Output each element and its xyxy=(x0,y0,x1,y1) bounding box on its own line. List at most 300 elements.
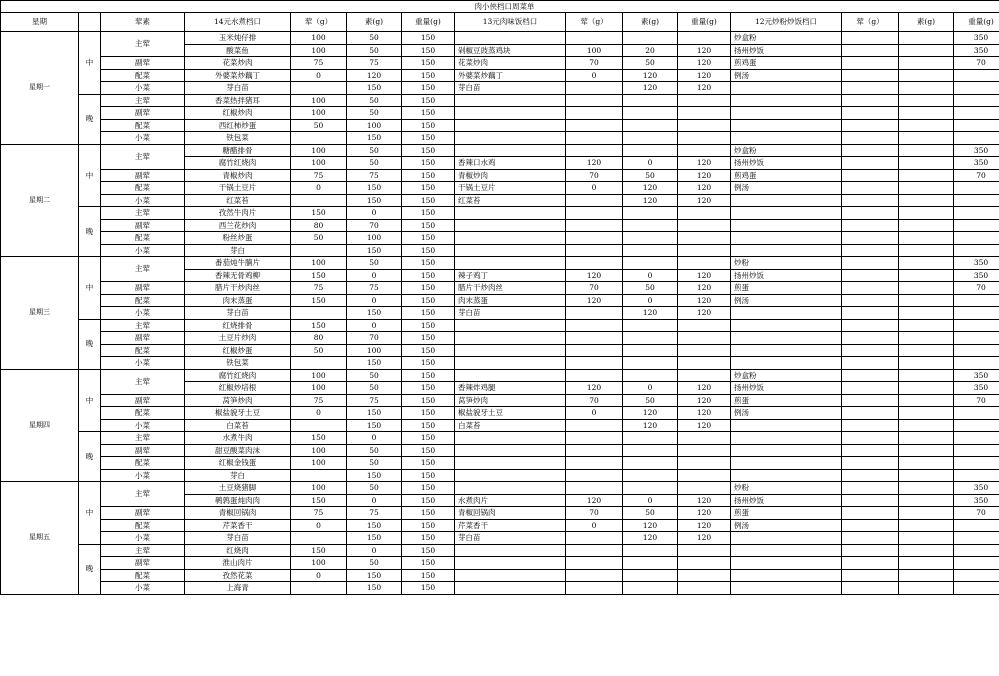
stall-b-dish xyxy=(455,557,566,570)
stall-a-weight: 150 xyxy=(402,532,455,545)
stall-a-weight: 150 xyxy=(402,257,455,270)
stall-b-meat xyxy=(566,144,623,157)
stall-b-meat xyxy=(566,369,623,382)
stall-b-dish: 椒盐貌牙土豆 xyxy=(455,407,566,420)
stall-c-veg xyxy=(899,319,954,332)
stall-b-veg xyxy=(623,132,678,145)
stall-c-meat xyxy=(842,319,899,332)
stall-a-weight: 150 xyxy=(402,144,455,157)
dinner-row xyxy=(1,119,999,132)
stall-a-weight: 150 xyxy=(402,269,455,282)
stall-a-weight: 150 xyxy=(402,32,455,45)
stall-b-meat: 70 xyxy=(566,507,623,520)
stall-c-veg xyxy=(899,282,954,295)
stall-b-veg xyxy=(623,332,678,345)
stall-b-dish: 香辣炸鸡腿 xyxy=(455,382,566,395)
dinner-row xyxy=(1,107,999,120)
stall-a-veg: 50 xyxy=(347,257,402,270)
stall-b-dish: 辣子鸡丁 xyxy=(455,269,566,282)
stall-b-meat xyxy=(566,557,623,570)
stall-a-dish: 肉末蒸蛋 xyxy=(185,294,291,307)
stall-a-meat: 80 xyxy=(291,332,347,345)
stall-c-weight xyxy=(954,244,999,257)
stall-b-veg xyxy=(623,557,678,570)
stall-b-dish: 剁椒豆豉蒸鸡块 xyxy=(455,44,566,57)
stall-a-dish: 红椒炒培根 xyxy=(185,382,291,395)
stall-c-dish xyxy=(731,107,842,120)
stall-a-meat: 75 xyxy=(291,394,347,407)
stall-c-dish xyxy=(731,82,842,95)
stall-c-meat xyxy=(842,582,899,595)
stall-b-veg xyxy=(623,582,678,595)
stall-b-dish xyxy=(455,332,566,345)
stall-b-weight xyxy=(678,332,731,345)
category-label: 小菜 xyxy=(101,469,185,482)
stall-a-veg: 50 xyxy=(347,482,402,495)
stall-b-weight: 120 xyxy=(678,44,731,57)
stall-a-weight: 150 xyxy=(402,319,455,332)
stall-a-meat: 100 xyxy=(291,482,347,495)
stall-b-dish: 芹菜香干 xyxy=(455,519,566,532)
stall-c-veg xyxy=(899,344,954,357)
stall-b-weight xyxy=(678,94,731,107)
stall-c-dish: 煎鸡蛋 xyxy=(731,57,842,70)
stall-c-dish: 炒盒粉 xyxy=(731,32,842,45)
stall-c-meat xyxy=(842,32,899,45)
stall-c-dish: 煎鸡蛋 xyxy=(731,169,842,182)
stall-a-veg: 100 xyxy=(347,344,402,357)
stall-b-veg xyxy=(623,432,678,445)
stall-b-weight: 120 xyxy=(678,507,731,520)
stall-a-veg: 150 xyxy=(347,244,402,257)
stall-a-meat: 100 xyxy=(291,94,347,107)
stall-a-weight: 150 xyxy=(402,44,455,57)
stall-c-meat xyxy=(842,207,899,220)
stall-c-veg xyxy=(899,444,954,457)
stall-a-veg: 150 xyxy=(347,569,402,582)
stall-b-weight: 120 xyxy=(678,294,731,307)
lunch-row xyxy=(1,32,999,45)
stall-a-dish: 红烧排骨 xyxy=(185,319,291,332)
stall-c-weight xyxy=(954,319,999,332)
lunch-row xyxy=(1,194,999,207)
stall-a-veg: 75 xyxy=(347,394,402,407)
stall-c-veg xyxy=(899,57,954,70)
day-label: 星期五 xyxy=(1,482,79,595)
category-label: 主荤 xyxy=(101,207,185,220)
category-label: 小菜 xyxy=(101,244,185,257)
lunch-row xyxy=(1,69,999,82)
stall-c-dish xyxy=(731,569,842,582)
stall-c-veg xyxy=(899,557,954,570)
stall-b-weight xyxy=(678,344,731,357)
stall-c-weight xyxy=(954,457,999,470)
stall-b-meat: 120 xyxy=(566,269,623,282)
stall-c-dish xyxy=(731,444,842,457)
stall-a-veg: 150 xyxy=(347,419,402,432)
stall-a-veg: 150 xyxy=(347,532,402,545)
stall-a-weight: 150 xyxy=(402,519,455,532)
stall-c-veg xyxy=(899,32,954,45)
dinner-row xyxy=(1,132,999,145)
stall-c-dish xyxy=(731,244,842,257)
stall-c-dish xyxy=(731,419,842,432)
category-label: 主荤 xyxy=(101,369,185,394)
stall-a-veg: 50 xyxy=(347,369,402,382)
stall-a-weight: 150 xyxy=(402,457,455,470)
header-day: 星期 xyxy=(1,13,79,32)
category-label: 配菜 xyxy=(101,457,185,470)
stall-c-meat xyxy=(842,407,899,420)
meal-label: 晚 xyxy=(79,544,101,594)
stall-a-meat: 100 xyxy=(291,32,347,45)
stall-a-meat: 50 xyxy=(291,344,347,357)
stall-c-meat xyxy=(842,69,899,82)
stall-c-veg xyxy=(899,507,954,520)
stall-a-veg: 150 xyxy=(347,357,402,370)
stall-b-weight xyxy=(678,482,731,495)
dinner-row xyxy=(1,582,999,595)
stall-a-weight: 150 xyxy=(402,282,455,295)
stall-c-veg xyxy=(899,119,954,132)
stall-a-meat: 150 xyxy=(291,494,347,507)
stall-a-meat: 50 xyxy=(291,119,347,132)
stall-c-dish xyxy=(731,307,842,320)
stall-c-dish: 例汤 xyxy=(731,407,842,420)
stall-a-veg: 70 xyxy=(347,332,402,345)
stall-c-dish: 炒粉 xyxy=(731,257,842,270)
stall-a-dish: 芽白 xyxy=(185,244,291,257)
stall-c-weight xyxy=(954,569,999,582)
stall-a-weight: 150 xyxy=(402,369,455,382)
stall-a-weight: 150 xyxy=(402,157,455,170)
stall-c-weight: 350 xyxy=(954,494,999,507)
stall-b-meat xyxy=(566,244,623,257)
stall-c-dish: 例汤 xyxy=(731,294,842,307)
stall-a-veg: 50 xyxy=(347,144,402,157)
stall-b-weight: 120 xyxy=(678,282,731,295)
lunch-row xyxy=(1,394,999,407)
stall-c-veg xyxy=(899,294,954,307)
stall-c-weight xyxy=(954,419,999,432)
header-stall-13: 13元肉味饭档口 xyxy=(455,13,566,32)
stall-c-weight: 70 xyxy=(954,282,999,295)
stall-c-veg xyxy=(899,394,954,407)
day-label: 星期一 xyxy=(1,32,79,145)
stall-c-dish: 例汤 xyxy=(731,69,842,82)
category-label: 主荤 xyxy=(101,32,185,57)
stall-b-meat: 100 xyxy=(566,44,623,57)
stall-b-weight: 120 xyxy=(678,519,731,532)
stall-c-meat xyxy=(842,57,899,70)
day-label: 星期四 xyxy=(1,369,79,482)
lunch-row xyxy=(1,369,999,382)
stall-b-meat xyxy=(566,569,623,582)
stall-c-veg xyxy=(899,357,954,370)
lunch-row xyxy=(1,169,999,182)
stall-c-weight: 350 xyxy=(954,157,999,170)
meal-label: 中 xyxy=(79,257,101,320)
stall-a-meat xyxy=(291,469,347,482)
stall-a-veg: 50 xyxy=(347,457,402,470)
stall-b-dish xyxy=(455,357,566,370)
stall-a-meat: 0 xyxy=(291,69,347,82)
stall-b-veg xyxy=(623,257,678,270)
stall-b-veg: 20 xyxy=(623,44,678,57)
header-weight-14: 重量(g) xyxy=(402,13,455,32)
stall-b-veg xyxy=(623,482,678,495)
stall-a-meat: 75 xyxy=(291,169,347,182)
stall-c-meat xyxy=(842,144,899,157)
stall-c-veg xyxy=(899,44,954,57)
meal-label: 中 xyxy=(79,369,101,432)
lunch-row xyxy=(1,182,999,195)
stall-c-weight: 350 xyxy=(954,482,999,495)
stall-a-weight: 150 xyxy=(402,194,455,207)
stall-a-dish: 青椒炒肉 xyxy=(185,169,291,182)
stall-c-meat xyxy=(842,369,899,382)
category-label: 配菜 xyxy=(101,232,185,245)
stall-b-weight: 120 xyxy=(678,194,731,207)
stall-b-dish: 青椒回锅肉 xyxy=(455,507,566,520)
stall-b-dish xyxy=(455,319,566,332)
header-veg-12: 素(g) xyxy=(899,13,954,32)
stall-c-veg xyxy=(899,382,954,395)
stall-a-veg: 0 xyxy=(347,319,402,332)
stall-b-meat xyxy=(566,532,623,545)
dinner-row xyxy=(1,219,999,232)
category-label: 副荤 xyxy=(101,332,185,345)
stall-c-dish: 扬州炒饭 xyxy=(731,494,842,507)
stall-c-meat xyxy=(842,157,899,170)
category-label: 小菜 xyxy=(101,532,185,545)
category-label: 配菜 xyxy=(101,569,185,582)
stall-a-weight: 150 xyxy=(402,119,455,132)
stall-b-weight xyxy=(678,207,731,220)
lunch-row xyxy=(1,257,999,270)
stall-b-veg: 120 xyxy=(623,182,678,195)
stall-a-weight: 150 xyxy=(402,394,455,407)
stall-b-veg: 0 xyxy=(623,382,678,395)
stall-a-dish: 酸菜鱼 xyxy=(185,44,291,57)
stall-a-meat: 100 xyxy=(291,257,347,270)
stall-a-weight: 150 xyxy=(402,557,455,570)
stall-c-veg xyxy=(899,82,954,95)
stall-b-weight xyxy=(678,457,731,470)
stall-c-meat xyxy=(842,482,899,495)
category-label: 主荤 xyxy=(101,319,185,332)
stall-c-veg xyxy=(899,332,954,345)
header-veg-14: 素(g) xyxy=(347,13,402,32)
dinner-row xyxy=(1,457,999,470)
stall-a-meat xyxy=(291,419,347,432)
stall-b-meat xyxy=(566,107,623,120)
header-row xyxy=(1,13,999,32)
stall-c-meat xyxy=(842,332,899,345)
lunch-row xyxy=(1,57,999,70)
meal-label: 晚 xyxy=(79,432,101,482)
stall-b-veg: 0 xyxy=(623,494,678,507)
category-label: 主荤 xyxy=(101,257,185,282)
stall-c-weight xyxy=(954,444,999,457)
stall-b-dish xyxy=(455,32,566,45)
stall-a-weight: 150 xyxy=(402,357,455,370)
stall-c-veg xyxy=(899,532,954,545)
stall-c-weight xyxy=(954,519,999,532)
stall-c-weight xyxy=(954,432,999,445)
stall-a-dish: 西兰花炒肉 xyxy=(185,219,291,232)
stall-a-dish: 外婆菜炒藕丁 xyxy=(185,69,291,82)
stall-c-dish: 例汤 xyxy=(731,182,842,195)
stall-a-weight: 150 xyxy=(402,244,455,257)
stall-a-dish: 土豆烧猪脚 xyxy=(185,482,291,495)
stall-c-meat xyxy=(842,344,899,357)
stall-b-meat: 70 xyxy=(566,57,623,70)
lunch-row xyxy=(1,532,999,545)
category-label: 副荤 xyxy=(101,444,185,457)
stall-a-veg: 0 xyxy=(347,544,402,557)
stall-b-meat: 0 xyxy=(566,69,623,82)
category-label: 副荤 xyxy=(101,557,185,570)
stall-b-meat xyxy=(566,344,623,357)
stall-b-veg: 120 xyxy=(623,532,678,545)
stall-c-weight xyxy=(954,557,999,570)
stall-b-weight: 120 xyxy=(678,269,731,282)
stall-c-dish xyxy=(731,332,842,345)
stall-a-dish: 糖醋排骨 xyxy=(185,144,291,157)
stall-a-dish: 红椒炒肉 xyxy=(185,107,291,120)
stall-b-meat: 0 xyxy=(566,182,623,195)
stall-a-meat: 100 xyxy=(291,44,347,57)
stall-b-meat xyxy=(566,257,623,270)
stall-b-weight xyxy=(678,569,731,582)
stall-c-weight xyxy=(954,182,999,195)
stall-b-meat xyxy=(566,357,623,370)
stall-c-dish: 煎蛋 xyxy=(731,507,842,520)
stall-b-meat: 120 xyxy=(566,382,623,395)
stall-c-meat xyxy=(842,357,899,370)
stall-b-veg: 0 xyxy=(623,269,678,282)
category-label: 主荤 xyxy=(101,482,185,507)
dinner-row xyxy=(1,569,999,582)
stall-c-dish xyxy=(731,207,842,220)
stall-c-meat xyxy=(842,444,899,457)
stall-b-dish xyxy=(455,457,566,470)
category-label: 配菜 xyxy=(101,182,185,195)
stall-b-weight xyxy=(678,444,731,457)
stall-a-veg: 100 xyxy=(347,119,402,132)
stall-a-veg: 75 xyxy=(347,57,402,70)
stall-a-dish: 水煮牛肉 xyxy=(185,432,291,445)
stall-b-dish xyxy=(455,432,566,445)
stall-a-veg: 120 xyxy=(347,69,402,82)
stall-c-meat xyxy=(842,132,899,145)
stall-c-meat xyxy=(842,544,899,557)
stall-b-veg xyxy=(623,544,678,557)
stall-c-meat xyxy=(842,182,899,195)
stall-a-dish: 莴笋炒肉 xyxy=(185,394,291,407)
stall-a-dish: 上海青 xyxy=(185,582,291,595)
stall-b-veg: 50 xyxy=(623,169,678,182)
stall-a-meat: 150 xyxy=(291,269,347,282)
stall-c-veg xyxy=(899,107,954,120)
category-label: 主荤 xyxy=(101,144,185,169)
stall-c-veg xyxy=(899,182,954,195)
meal-label: 中 xyxy=(79,144,101,207)
stall-a-weight: 150 xyxy=(402,232,455,245)
header-weight-12: 重量(g) xyxy=(954,13,999,32)
stall-a-veg: 100 xyxy=(347,232,402,245)
dinner-row xyxy=(1,344,999,357)
stall-c-dish: 炒盒粉 xyxy=(731,369,842,382)
stall-b-dish xyxy=(455,119,566,132)
stall-a-dish: 芽白 xyxy=(185,469,291,482)
stall-c-veg xyxy=(899,269,954,282)
stall-c-meat xyxy=(842,219,899,232)
stall-b-veg xyxy=(623,119,678,132)
stall-b-dish: 花菜炒肉 xyxy=(455,57,566,70)
stall-b-veg: 120 xyxy=(623,419,678,432)
stall-c-dish xyxy=(731,319,842,332)
lunch-row xyxy=(1,482,999,495)
stall-c-meat xyxy=(842,232,899,245)
stall-c-dish xyxy=(731,119,842,132)
stall-b-veg xyxy=(623,344,678,357)
stall-c-dish xyxy=(731,94,842,107)
stall-b-dish: 红菜苔 xyxy=(455,194,566,207)
meal-label: 中 xyxy=(79,482,101,545)
stall-c-weight: 350 xyxy=(954,369,999,382)
stall-a-veg: 70 xyxy=(347,219,402,232)
stall-c-veg xyxy=(899,132,954,145)
dinner-row xyxy=(1,332,999,345)
stall-a-meat: 100 xyxy=(291,107,347,120)
stall-b-veg: 50 xyxy=(623,57,678,70)
day-label: 星期二 xyxy=(1,144,79,257)
stall-b-veg: 50 xyxy=(623,282,678,295)
stall-c-dish xyxy=(731,582,842,595)
stall-a-meat: 100 xyxy=(291,369,347,382)
lunch-row xyxy=(1,282,999,295)
category-label: 小菜 xyxy=(101,357,185,370)
stall-b-veg xyxy=(623,319,678,332)
stall-c-veg xyxy=(899,307,954,320)
stall-c-weight xyxy=(954,307,999,320)
stall-b-weight xyxy=(678,582,731,595)
dinner-row xyxy=(1,432,999,445)
stall-b-weight: 120 xyxy=(678,407,731,420)
stall-a-meat: 75 xyxy=(291,282,347,295)
stall-c-dish xyxy=(731,432,842,445)
stall-c-meat xyxy=(842,494,899,507)
stall-c-dish xyxy=(731,544,842,557)
stall-c-veg xyxy=(899,232,954,245)
stall-b-dish xyxy=(455,444,566,457)
stall-b-meat xyxy=(566,82,623,95)
stall-b-weight: 120 xyxy=(678,57,731,70)
stall-a-weight: 150 xyxy=(402,207,455,220)
category-label: 副荤 xyxy=(101,57,185,70)
stall-a-weight: 150 xyxy=(402,507,455,520)
stall-c-weight: 350 xyxy=(954,257,999,270)
category-label: 配菜 xyxy=(101,294,185,307)
category-label: 小菜 xyxy=(101,132,185,145)
stall-a-meat: 100 xyxy=(291,144,347,157)
stall-a-weight: 150 xyxy=(402,494,455,507)
stall-b-weight: 120 xyxy=(678,494,731,507)
stall-a-veg: 150 xyxy=(347,132,402,145)
header-meat-13: 荤（g） xyxy=(566,13,623,32)
